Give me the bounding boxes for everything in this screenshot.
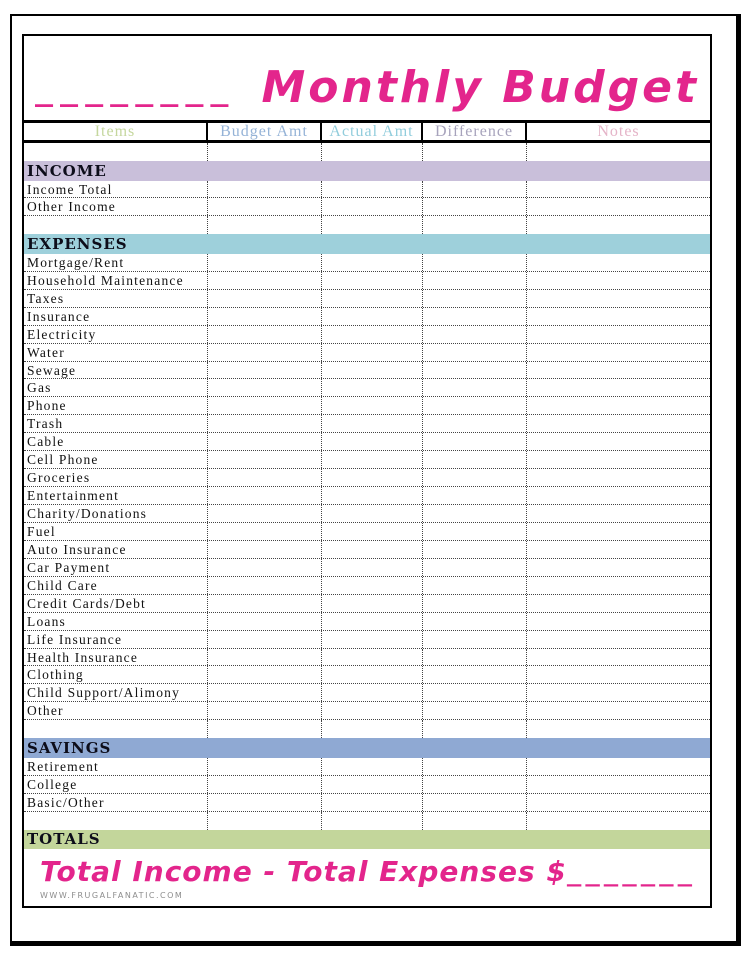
item-label: Child Support/Alimony [24,684,208,701]
item-label: Entertainment [24,487,208,504]
spacer-row [24,812,710,830]
notes-cell [527,379,710,396]
actual-amt-cell [322,505,423,522]
budget-amt-cell [208,362,322,379]
month-blank-line: ________ [34,73,236,108]
table-row [24,613,710,631]
notes-cell [527,469,710,486]
notes-cell [527,595,710,612]
table-row [24,344,710,362]
actual-amt-cell [322,272,423,289]
notes-cell [527,812,710,830]
actual-amt-cell [322,181,423,198]
actual-amt-cell [322,254,423,271]
table-row [24,290,710,308]
actual-amt-cell [322,631,423,648]
actual-amt-cell [322,541,423,558]
item-label: Groceries [24,469,208,486]
notes-cell [527,505,710,522]
table-row [24,523,710,541]
notes-cell [527,344,710,361]
budget-amt-cell [208,272,322,289]
item-label: Water [24,344,208,361]
table-row [24,487,710,505]
actual-amt-cell [322,649,423,666]
spacer-cell [24,720,208,738]
footer-formula [40,857,710,888]
item-label: Household Maintenance [24,272,208,289]
notes-cell [527,577,710,594]
section-header-savings: SAVINGS [24,738,710,758]
table-row [24,666,710,684]
actual-amt-cell [322,666,423,683]
notes-cell [527,794,710,811]
notes-cell [527,758,710,775]
table-row [24,254,710,272]
budget-amt-cell [208,326,322,343]
notes-cell [527,541,710,558]
item-label: Phone [24,397,208,414]
table-row [24,451,710,469]
item-label: Credit Cards/Debt [24,595,208,612]
budget-amt-cell [208,415,322,432]
item-label: Trash [24,415,208,432]
budget-amt-cell [208,469,322,486]
notes-cell [527,433,710,450]
actual-amt-cell [322,776,423,793]
table-row [24,505,710,523]
difference-cell [423,433,527,450]
budget-amt-cell [208,379,322,396]
budget-amt-cell [208,758,322,775]
actual-amt-cell [322,379,423,396]
actual-amt-cell [322,198,423,215]
table-row [24,577,710,595]
table-row [24,631,710,649]
table-row [24,326,710,344]
actual-amt-cell [322,613,423,630]
item-label: Retirement [24,758,208,775]
table-row [24,595,710,613]
footer-formula-text: Total Income - Total Expenses $ [40,855,567,889]
item-label: Basic/Other [24,794,208,811]
item-label: Life Insurance [24,631,208,648]
item-label: Car Payment [24,559,208,576]
table-row [24,758,710,776]
actual-amt-cell [322,397,423,414]
difference-cell [423,487,527,504]
actual-amt-cell [322,415,423,432]
notes-cell [527,523,710,540]
notes-cell [527,415,710,432]
difference-cell [423,216,527,234]
actual-amt-cell [322,326,423,343]
item-label: Fuel [24,523,208,540]
actual-amt-cell [322,559,423,576]
table-row [24,433,710,451]
column-header-actual-amt: Actual Amt [322,123,423,140]
item-label: Loans [24,613,208,630]
item-label: Other Income [24,198,208,215]
notes-cell [527,326,710,343]
actual-amt-cell [322,143,423,161]
budget-amt-cell [208,308,322,325]
spacer-cell [24,812,208,830]
page-title [24,36,710,120]
actual-amt-cell [322,290,423,307]
notes-cell [527,631,710,648]
actual-amt-cell [322,216,423,234]
item-label: Sewage [24,362,208,379]
budget-amt-cell [208,505,322,522]
actual-amt-cell [322,523,423,540]
notes-cell [527,216,710,234]
difference-cell [423,758,527,775]
table-row [24,702,710,720]
difference-cell [423,362,527,379]
difference-cell [423,649,527,666]
actual-amt-cell [322,720,423,738]
notes-cell [527,272,710,289]
budget-amt-cell [208,181,322,198]
actual-amt-cell [322,362,423,379]
item-label: Clothing [24,666,208,683]
item-label: Auto Insurance [24,541,208,558]
spacer-cell [24,143,208,161]
notes-cell [527,397,710,414]
budget-amt-cell [208,254,322,271]
budget-amt-cell [208,631,322,648]
actual-amt-cell [322,469,423,486]
budget-amt-cell [208,143,322,161]
budget-amt-cell [208,812,322,830]
budget-amt-cell [208,613,322,630]
actual-amt-cell [322,794,423,811]
difference-cell [423,720,527,738]
difference-cell [423,577,527,594]
actual-amt-cell [322,577,423,594]
table-row [24,198,710,216]
item-label: Health Insurance [24,649,208,666]
difference-cell [423,505,527,522]
table-row [24,308,710,326]
budget-amt-cell [208,523,322,540]
difference-cell [423,308,527,325]
table-header [24,120,710,143]
table-row [24,684,710,702]
difference-cell [423,613,527,630]
notes-cell [527,649,710,666]
item-label: Gas [24,379,208,396]
difference-cell [423,595,527,612]
difference-cell [423,451,527,468]
notes-cell [527,143,710,161]
notes-cell [527,720,710,738]
budget-amt-cell [208,216,322,234]
notes-cell [527,702,710,719]
notes-cell [527,666,710,683]
column-header-budget-amt: Budget Amt [208,123,322,140]
table-row [24,649,710,667]
budget-amt-cell [208,397,322,414]
difference-cell [423,326,527,343]
difference-cell [423,469,527,486]
budget-amt-cell [208,451,322,468]
budget-amt-cell [208,649,322,666]
spacer-row [24,720,710,738]
actual-amt-cell [322,433,423,450]
table-row [24,541,710,559]
item-label: Child Care [24,577,208,594]
actual-amt-cell [322,702,423,719]
table-row [24,397,710,415]
actual-amt-cell [322,308,423,325]
budget-amt-cell [208,720,322,738]
item-label: Insurance [24,308,208,325]
actual-amt-cell [322,595,423,612]
spacer-cell [24,216,208,234]
table-row [24,415,710,433]
budget-amt-cell [208,487,322,504]
notes-cell [527,776,710,793]
notes-cell [527,559,710,576]
title-text: Monthly Budget [261,62,699,113]
budget-amt-cell [208,666,322,683]
table-row [24,469,710,487]
budget-amt-cell [208,595,322,612]
actual-amt-cell [322,344,423,361]
notes-cell [527,181,710,198]
notes-cell [527,290,710,307]
column-header-items: Items [24,123,208,140]
actual-amt-cell [322,451,423,468]
budget-amt-cell [208,684,322,701]
website-url: WWW.FRUGALFANATIC.COM [40,890,184,900]
difference-cell [423,541,527,558]
difference-cell [423,684,527,701]
budget-amt-cell [208,198,322,215]
difference-cell [423,794,527,811]
item-label: College [24,776,208,793]
table-row [24,379,710,397]
footer [24,849,710,906]
actual-amt-cell [322,758,423,775]
item-label: Mortgage/Rent [24,254,208,271]
difference-cell [423,344,527,361]
item-label: Other [24,702,208,719]
actual-amt-cell [322,812,423,830]
notes-cell [527,254,710,271]
budget-amt-cell [208,702,322,719]
budget-amt-cell [208,577,322,594]
notes-cell [527,362,710,379]
footer-blank-line: _______ [566,859,697,888]
difference-cell [423,379,527,396]
budget-amt-cell [208,290,322,307]
notes-cell [527,684,710,701]
difference-cell [423,776,527,793]
budget-amt-cell [208,559,322,576]
notes-cell [527,613,710,630]
item-label: Cell Phone [24,451,208,468]
budget-amt-cell [208,794,322,811]
difference-cell [423,631,527,648]
item-label: Taxes [24,290,208,307]
section-header-totals: TOTALS [24,830,710,850]
difference-cell [423,181,527,198]
budget-amt-cell [208,776,322,793]
table-row [24,776,710,794]
difference-cell [423,143,527,161]
budget-amt-cell [208,541,322,558]
budget-amt-cell [208,433,322,450]
difference-cell [423,290,527,307]
actual-amt-cell [322,487,423,504]
budget-amt-cell [208,344,322,361]
notes-cell [527,451,710,468]
spacer-row [24,143,710,161]
difference-cell [423,702,527,719]
difference-cell [423,812,527,830]
difference-cell [423,198,527,215]
table-row [24,362,710,380]
difference-cell [423,254,527,271]
spacer-row [24,216,710,234]
item-label: Electricity [24,326,208,343]
column-header-difference: Difference [423,123,527,140]
column-header-notes: Notes [597,123,640,140]
difference-cell [423,397,527,414]
difference-cell [423,559,527,576]
notes-cell [527,308,710,325]
section-header-income: INCOME [24,161,710,181]
table-row [24,272,710,290]
actual-amt-cell [322,684,423,701]
table-row [24,181,710,199]
difference-cell [423,523,527,540]
item-label: Cable [24,433,208,450]
section-header-expenses: EXPENSES [24,234,710,254]
difference-cell [423,272,527,289]
budget-sheet [22,34,712,908]
table-body [24,143,710,849]
difference-cell [423,415,527,432]
item-label: Charity/Donations [24,505,208,522]
item-label: Income Total [24,181,208,198]
difference-cell [423,666,527,683]
notes-cell [527,487,710,504]
notes-cell [527,198,710,215]
table-row [24,794,710,812]
table-row [24,559,710,577]
